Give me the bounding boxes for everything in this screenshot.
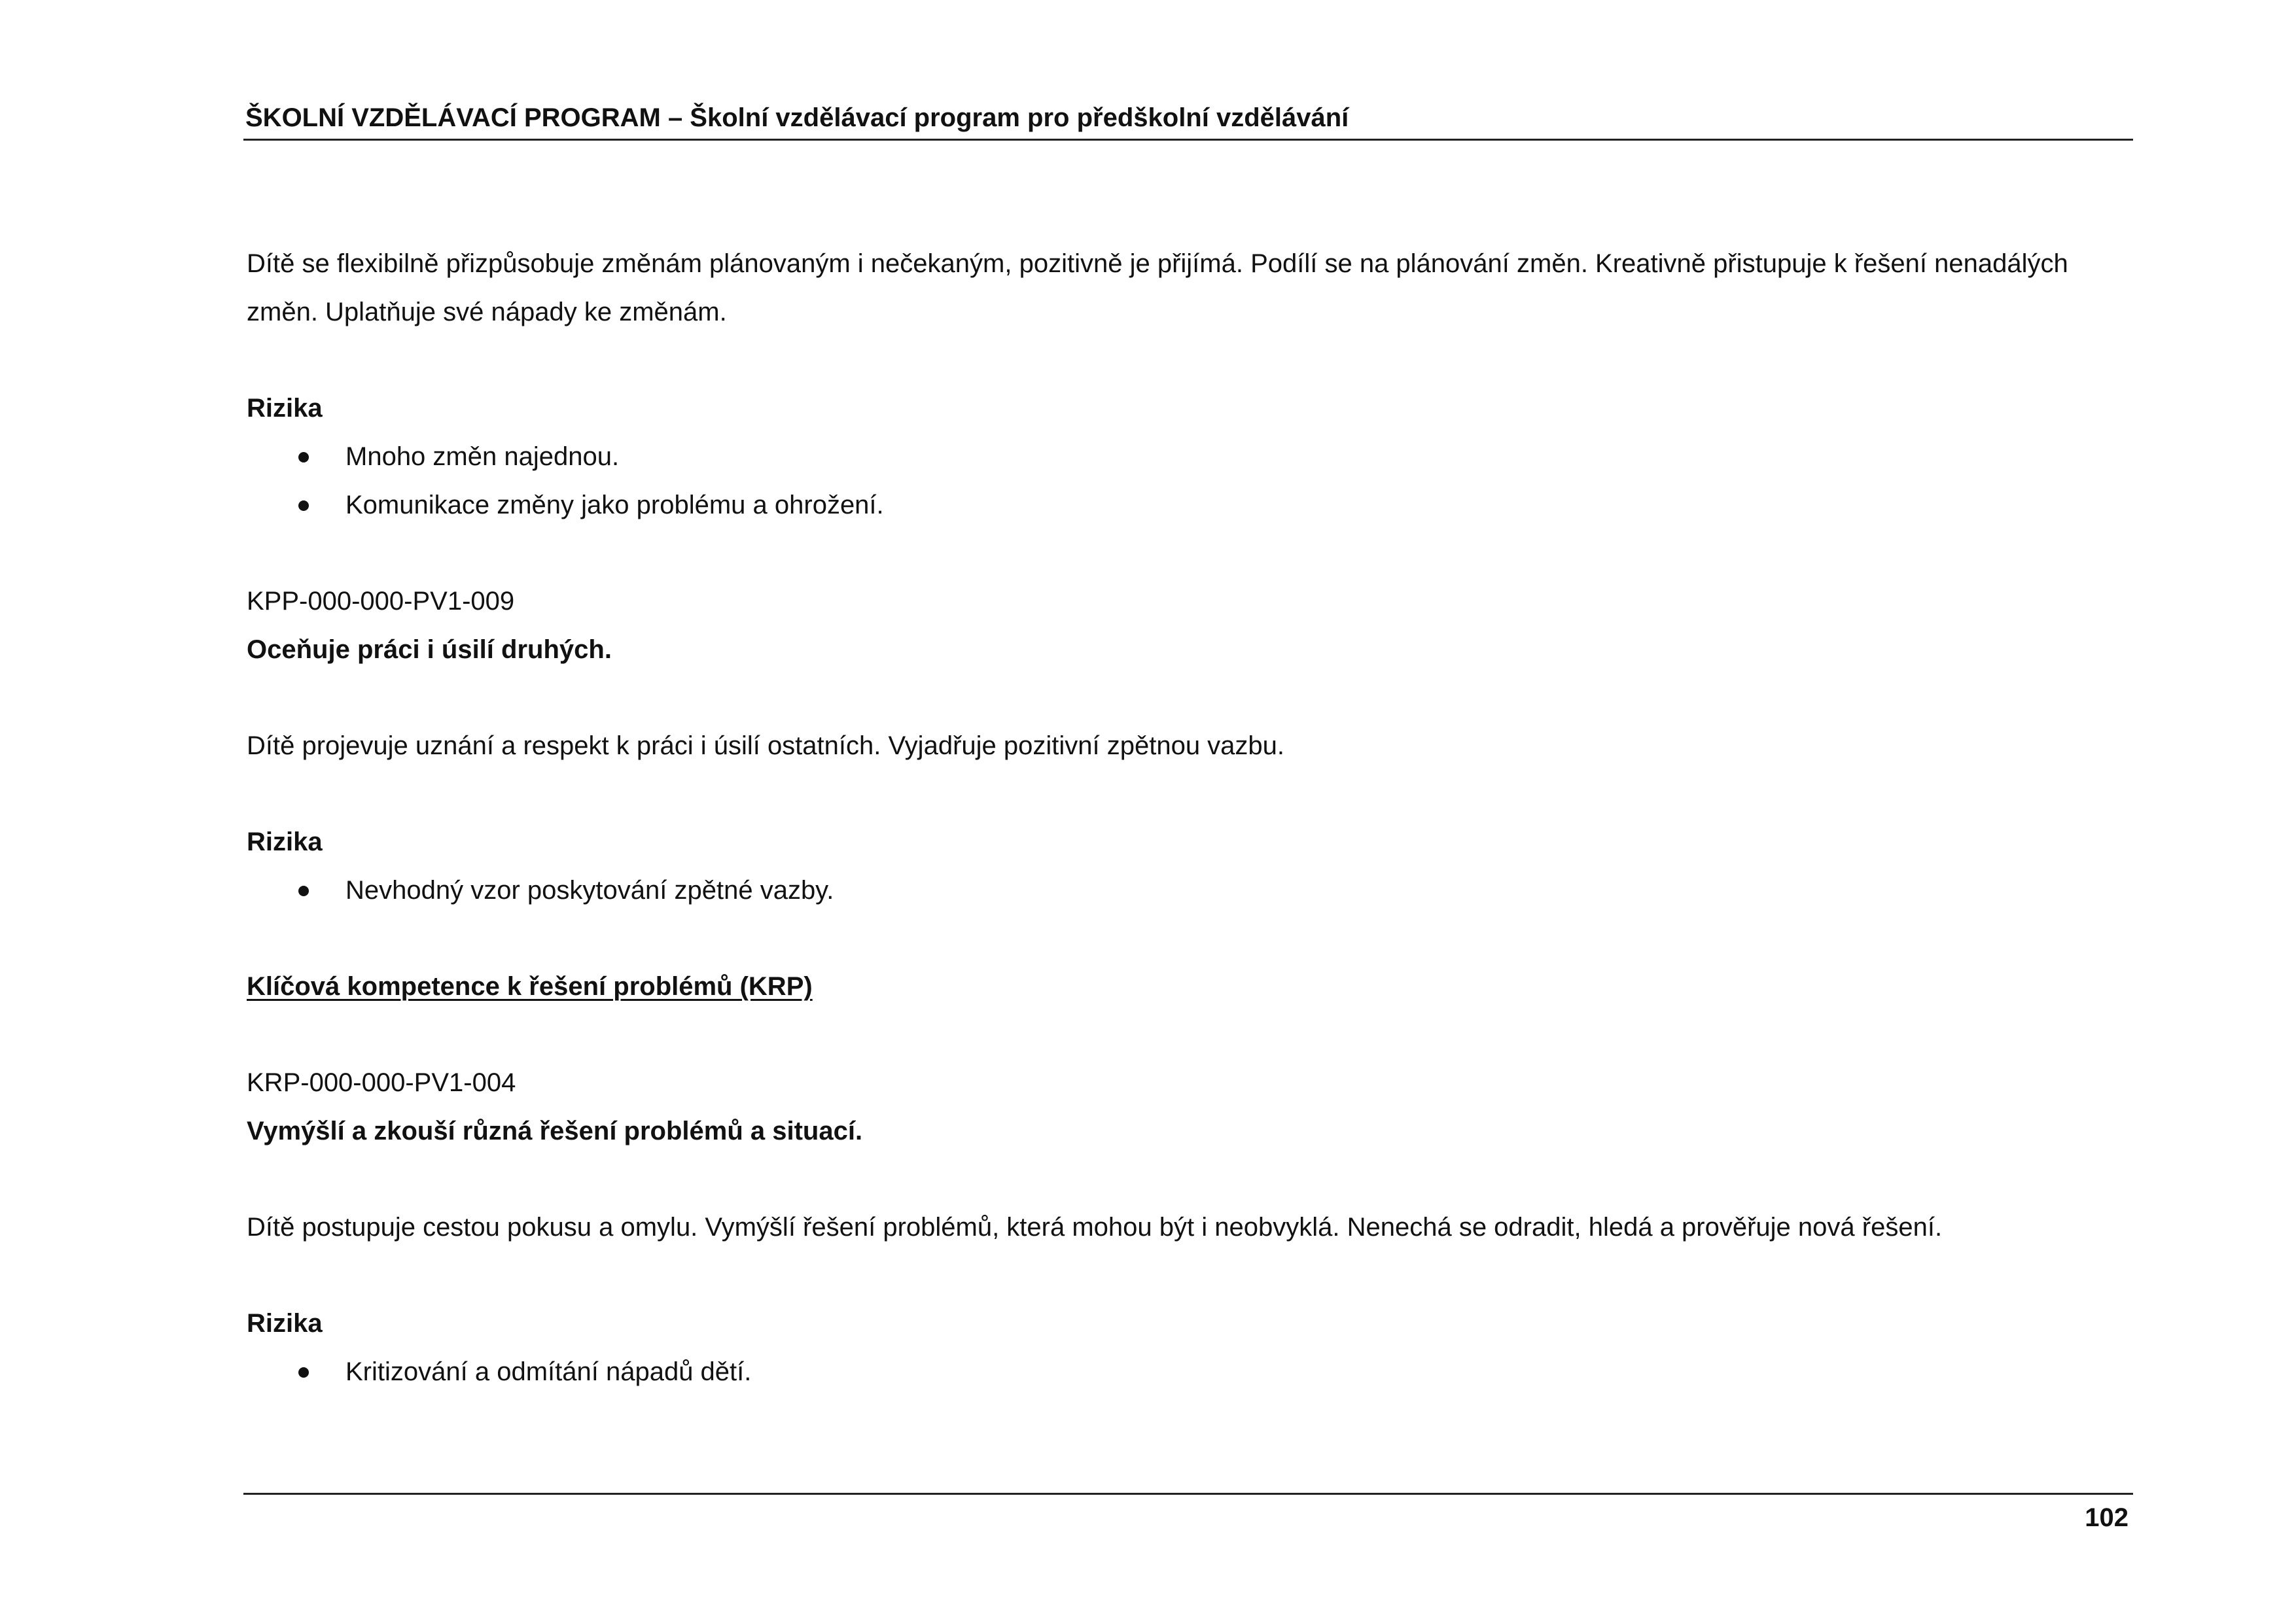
competence-description: Dítě postupuje cestou pokusu a omylu. Vymýšlí řešení problémů, která mohou být i neobvyklá. Nenechá se odradit, hledá a prověřuje nová řešení.	[247, 1213, 1943, 1242]
risk-item-text: Komunikace změny jako problému a ohrožení.	[345, 491, 884, 519]
competence-code: KRP-000-000-PV1-004	[247, 1068, 516, 1097]
competence-title: Vymýšlí a zkouší různá řešení problémů a situací.	[247, 1117, 863, 1145]
page-number: 102	[2085, 1503, 2128, 1532]
intro-paragraph-line-2: změn. Uplatňuje své nápady ke změnám.	[247, 298, 727, 326]
bullet-icon	[298, 452, 309, 462]
header-divider	[243, 139, 2133, 141]
competence-description: Dítě projevuje uznání a respekt k práci i úsilí ostatních. Vyjadřuje pozitivní zpětnou vazbu.	[247, 731, 1285, 760]
risk-item	[247, 481, 2131, 529]
risks-list	[247, 1348, 2131, 1396]
risk-item	[247, 1348, 2131, 1396]
risks-list	[247, 432, 2131, 529]
risk-item-text: Nevhodný vzor poskytování zpětné vazby.	[345, 876, 834, 905]
competence-title: Oceňuje práci i úsilí druhých.	[247, 635, 612, 664]
risks-heading: Rizika	[247, 828, 323, 856]
bullet-icon	[298, 500, 309, 511]
risk-item	[247, 866, 2131, 915]
risk-item-text: Mnoho změn najednou.	[345, 442, 620, 471]
page-content	[247, 239, 2131, 1396]
footer-divider	[243, 1493, 2133, 1495]
section-heading: Klíčová kompetence k řešení problémů (KRP)	[247, 972, 813, 1001]
risk-item	[247, 432, 2131, 481]
bullet-icon	[298, 1367, 309, 1378]
page-header-title: ŠKOLNÍ VZDĚLÁVACÍ PROGRAM – Školní vzdělávací program pro předškolní vzdělávání	[245, 103, 1349, 132]
competence-code: KPP-000-000-PV1-009	[247, 587, 515, 616]
risks-list	[247, 866, 2131, 915]
intro-paragraph-line-1: Dítě se flexibilně přizpůsobuje změnám plánovaným i nečekaným, pozitivně je přijímá. Podílí se na plánování změn. Kreativně přistupuje k řešení nenadálých	[247, 249, 2068, 278]
risks-heading: Rizika	[247, 394, 323, 423]
risks-heading: Rizika	[247, 1309, 323, 1338]
risk-item-text: Kritizování a odmítání nápadů dětí.	[345, 1357, 752, 1386]
bullet-icon	[298, 886, 309, 896]
